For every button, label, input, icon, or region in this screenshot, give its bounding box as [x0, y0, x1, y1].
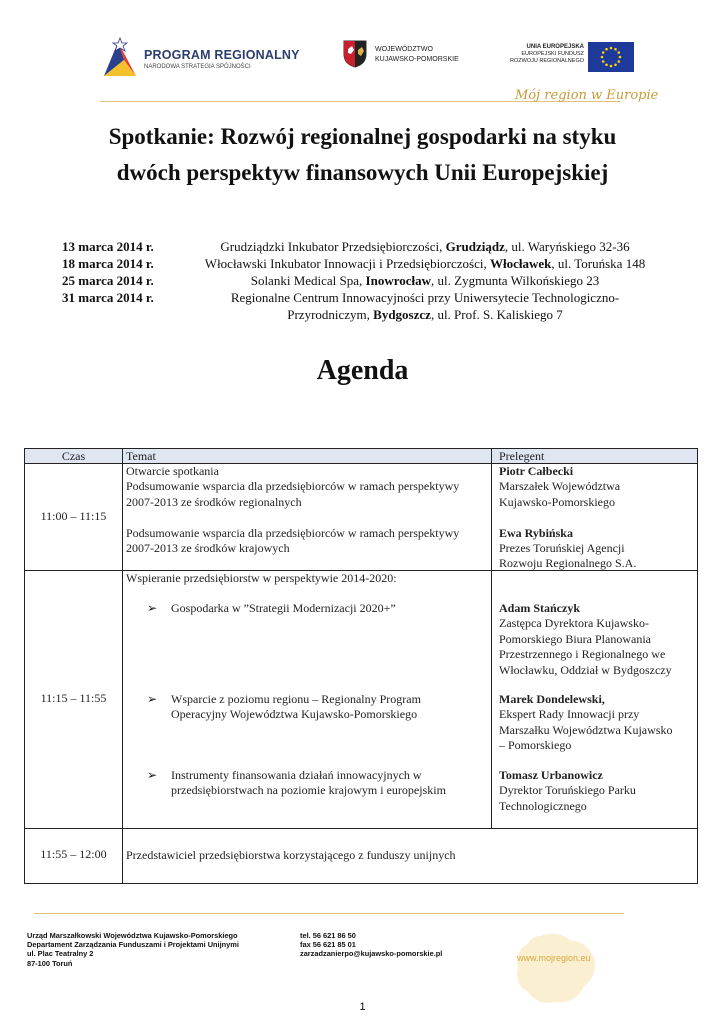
- schedule-place: [165, 272, 685, 289]
- speaker-block: [499, 601, 694, 678]
- topic-line: 2007-2013 ze środków krajowych: [126, 541, 290, 556]
- page-title: [60, 119, 665, 191]
- eu-logo-line: ROZWOJU REGIONALNEGO: [510, 58, 584, 64]
- region-logo: [343, 40, 483, 70]
- title-line: Spotkanie: Rozwój regionalnej gospodarki na styku: [108, 124, 617, 149]
- speaker-role: Przestrzennego i Regionalnego we: [499, 647, 666, 662]
- topic-line: Operacyjny Województwa Kujawsko-Pomorskiego: [171, 707, 418, 722]
- schedule-place: Regionalne Centrum Innowacyjności przy Uniwersytecie Technologiczno-: [230, 290, 620, 305]
- speaker-role: – Pomorskiego: [499, 738, 572, 753]
- topic-item: [171, 768, 486, 799]
- row-time: 11:15 – 11:55: [40, 691, 107, 705]
- eu-logo-line: EUROPEJSKI FUNDUSZ: [521, 51, 584, 57]
- topic-line: 2007-2013 ze środków regionalnych: [126, 494, 302, 509]
- motto: Mój region w Europie: [515, 88, 659, 103]
- speaker-role: Dyrektor Toruńskiego Parku: [499, 783, 636, 798]
- schedule-place: [165, 255, 685, 272]
- footer-line: 87-100 Toruń: [27, 958, 73, 968]
- speaker-name: Marek Dondelewski,: [499, 692, 605, 706]
- table-rule: [25, 828, 697, 829]
- topic-line: Instrumenty finansowania działań innowacyjnych w: [171, 768, 422, 782]
- topic-spacer: [126, 510, 486, 525]
- place-name: Solanki Medical Spa,: [250, 273, 366, 288]
- footer-email[interactable]: zarzadzanierpo@kujawsko-pomorskie.pl: [300, 949, 443, 959]
- eu-flag-icon: [588, 42, 634, 72]
- topic-line: Podsumowanie wsparcia dla przedsiębiorców w ramach perspektywy: [126, 525, 460, 540]
- region-crest-icon: [343, 40, 367, 68]
- row-time: 11:55 – 12:00: [40, 847, 107, 861]
- schedule-date: 31 marca 2014 r.: [62, 290, 154, 305]
- row-topic: [126, 464, 486, 556]
- page-number: 1: [359, 1001, 366, 1013]
- place-name: Grudziądzki Inkubator Przedsiębiorczości,: [220, 239, 446, 254]
- speaker-role: Pomorskiego Biura Planowania: [499, 631, 651, 646]
- footer-fax: fax 56 621 85 01: [300, 940, 356, 950]
- topic-item: [171, 692, 486, 723]
- footer-line: Urząd Marszałkowski Województwa Kujawsko-Pomorskiego: [27, 931, 238, 940]
- speaker-role: Ekspert Rady Innowacji przy: [499, 707, 640, 722]
- row-topic: Przedstawiciel przedsiębiorstwa korzystającego z funduszy unijnych: [126, 848, 456, 862]
- schedule-date: 13 marca 2014 r.: [62, 239, 154, 254]
- title-line: dwóch perspektyw finansowych Unii Europejskiej: [116, 160, 609, 185]
- table-column-rule: [491, 449, 492, 828]
- footer-phone: tel. 56 621 86 50: [300, 931, 356, 940]
- footer-address: [27, 931, 239, 968]
- eu-logo: [510, 40, 635, 72]
- place-address: , ul. Zygmunta Wilkońskiego 23: [431, 273, 600, 288]
- place-city: Grudziądz: [445, 239, 505, 254]
- footer-line: ul. Plac Teatralny 2: [27, 949, 94, 959]
- speaker-role: Technologicznego: [499, 798, 587, 813]
- topic-item: Gospodarka w ”Strategii Modernizacji 2020+”: [171, 601, 396, 615]
- speaker-name: Ewa Rybińska: [499, 525, 573, 540]
- speaker-role: Marszałku Województwa Kujawsko: [499, 722, 673, 737]
- program-logo-title: PROGRAM REGIONALNY: [144, 48, 300, 62]
- eu-logo-line: UNIA EUROPEJSKA: [526, 44, 584, 50]
- footer-website[interactable]: www.mojregion.eu: [517, 953, 591, 963]
- speaker-block: [499, 692, 694, 754]
- speaker-role: Rozwoju Regionalnego S.A.: [499, 556, 637, 571]
- table-column-rule: [122, 449, 123, 883]
- topic-line: Wsparcie z poziomu regionu – Regionalny Program: [171, 692, 421, 706]
- agenda-heading: Agenda: [316, 355, 409, 386]
- col-header-time: Czas: [25, 449, 122, 463]
- col-header-topic: Temat: [123, 449, 491, 463]
- speaker-role: Prezes Toruńskiej Agencji: [499, 541, 625, 556]
- agenda-table: [24, 448, 698, 884]
- region-logo-text: [375, 45, 459, 65]
- speaker-role: Zastępca Dyrektora Kujawsko-: [499, 616, 649, 631]
- region-logo-line: WOJEWÓDZTWO: [375, 46, 433, 53]
- speaker-role: Włocławku, Oddział w Bydgoszczy: [499, 662, 672, 677]
- speaker-role: Kujawsko-Pomorskiego: [499, 494, 615, 509]
- place-name: Przyrodniczym,: [287, 307, 374, 322]
- topic-line: przedsiębiorstwach na poziomie krajowym i europejskim: [171, 783, 446, 798]
- row-time: 11:00 – 11:15: [40, 509, 107, 523]
- region-map-watermark-icon: [510, 928, 600, 1008]
- place-address: , ul. Prof. S. Kaliskiego 7: [430, 307, 563, 322]
- footer-contact: [300, 931, 442, 959]
- place-address: , ul. Toruńska 148: [551, 256, 646, 271]
- schedule-date: 25 marca 2014 r.: [62, 273, 154, 288]
- schedule-place: [165, 238, 685, 255]
- bullet-arrow-icon: ➢: [147, 692, 158, 706]
- col-header-speaker: Prelegent: [492, 449, 697, 463]
- place-address: , ul. Waryńskiego 32-36: [504, 239, 630, 254]
- row-topic-intro: Wspieranie przedsiębiorstw w perspektywie 2014-2020:: [126, 571, 397, 585]
- speaker-role: Marszałek Województwa: [499, 479, 621, 494]
- program-regionalny-logo: [102, 36, 302, 86]
- footer-divider: [34, 913, 624, 914]
- bullet-arrow-icon: ➢: [147, 768, 158, 782]
- program-regionalny-mark-icon: [102, 36, 138, 78]
- speaker-name: Adam Stańczyk: [499, 601, 581, 615]
- program-logo-subtitle: NARODOWA STRATEGIA SPÓJNOŚCI: [144, 64, 251, 70]
- speaker-block: [499, 768, 694, 814]
- place-name: Włocławski Inkubator Innowacji i Przedsiębiorczości,: [204, 256, 490, 271]
- topic-line: Otwarcie spotkania: [126, 464, 219, 478]
- region-logo-line: KUJAWSKO-POMORSKIE: [375, 56, 459, 63]
- place-city: Bydgoszcz: [373, 307, 431, 322]
- bullet-arrow-icon: ➢: [147, 601, 158, 615]
- speaker-spacer: [499, 510, 694, 525]
- speaker-name: Piotr Całbecki: [499, 464, 574, 478]
- schedule-place: [165, 306, 685, 323]
- place-city: Włocławek: [489, 256, 552, 271]
- speaker-name: Tomasz Urbanowicz: [499, 768, 603, 782]
- schedule-date: 18 marca 2014 r.: [62, 256, 154, 271]
- row-speakers: [499, 464, 694, 572]
- topic-line: Podsumowanie wsparcia dla przedsiębiorców w ramach perspektywy: [126, 479, 460, 494]
- place-city: Inowrocław: [365, 273, 432, 288]
- footer-line: Departament Zarządzania Funduszami i Projektami Unijnymi: [27, 940, 239, 950]
- eu-logo-text: [510, 44, 584, 65]
